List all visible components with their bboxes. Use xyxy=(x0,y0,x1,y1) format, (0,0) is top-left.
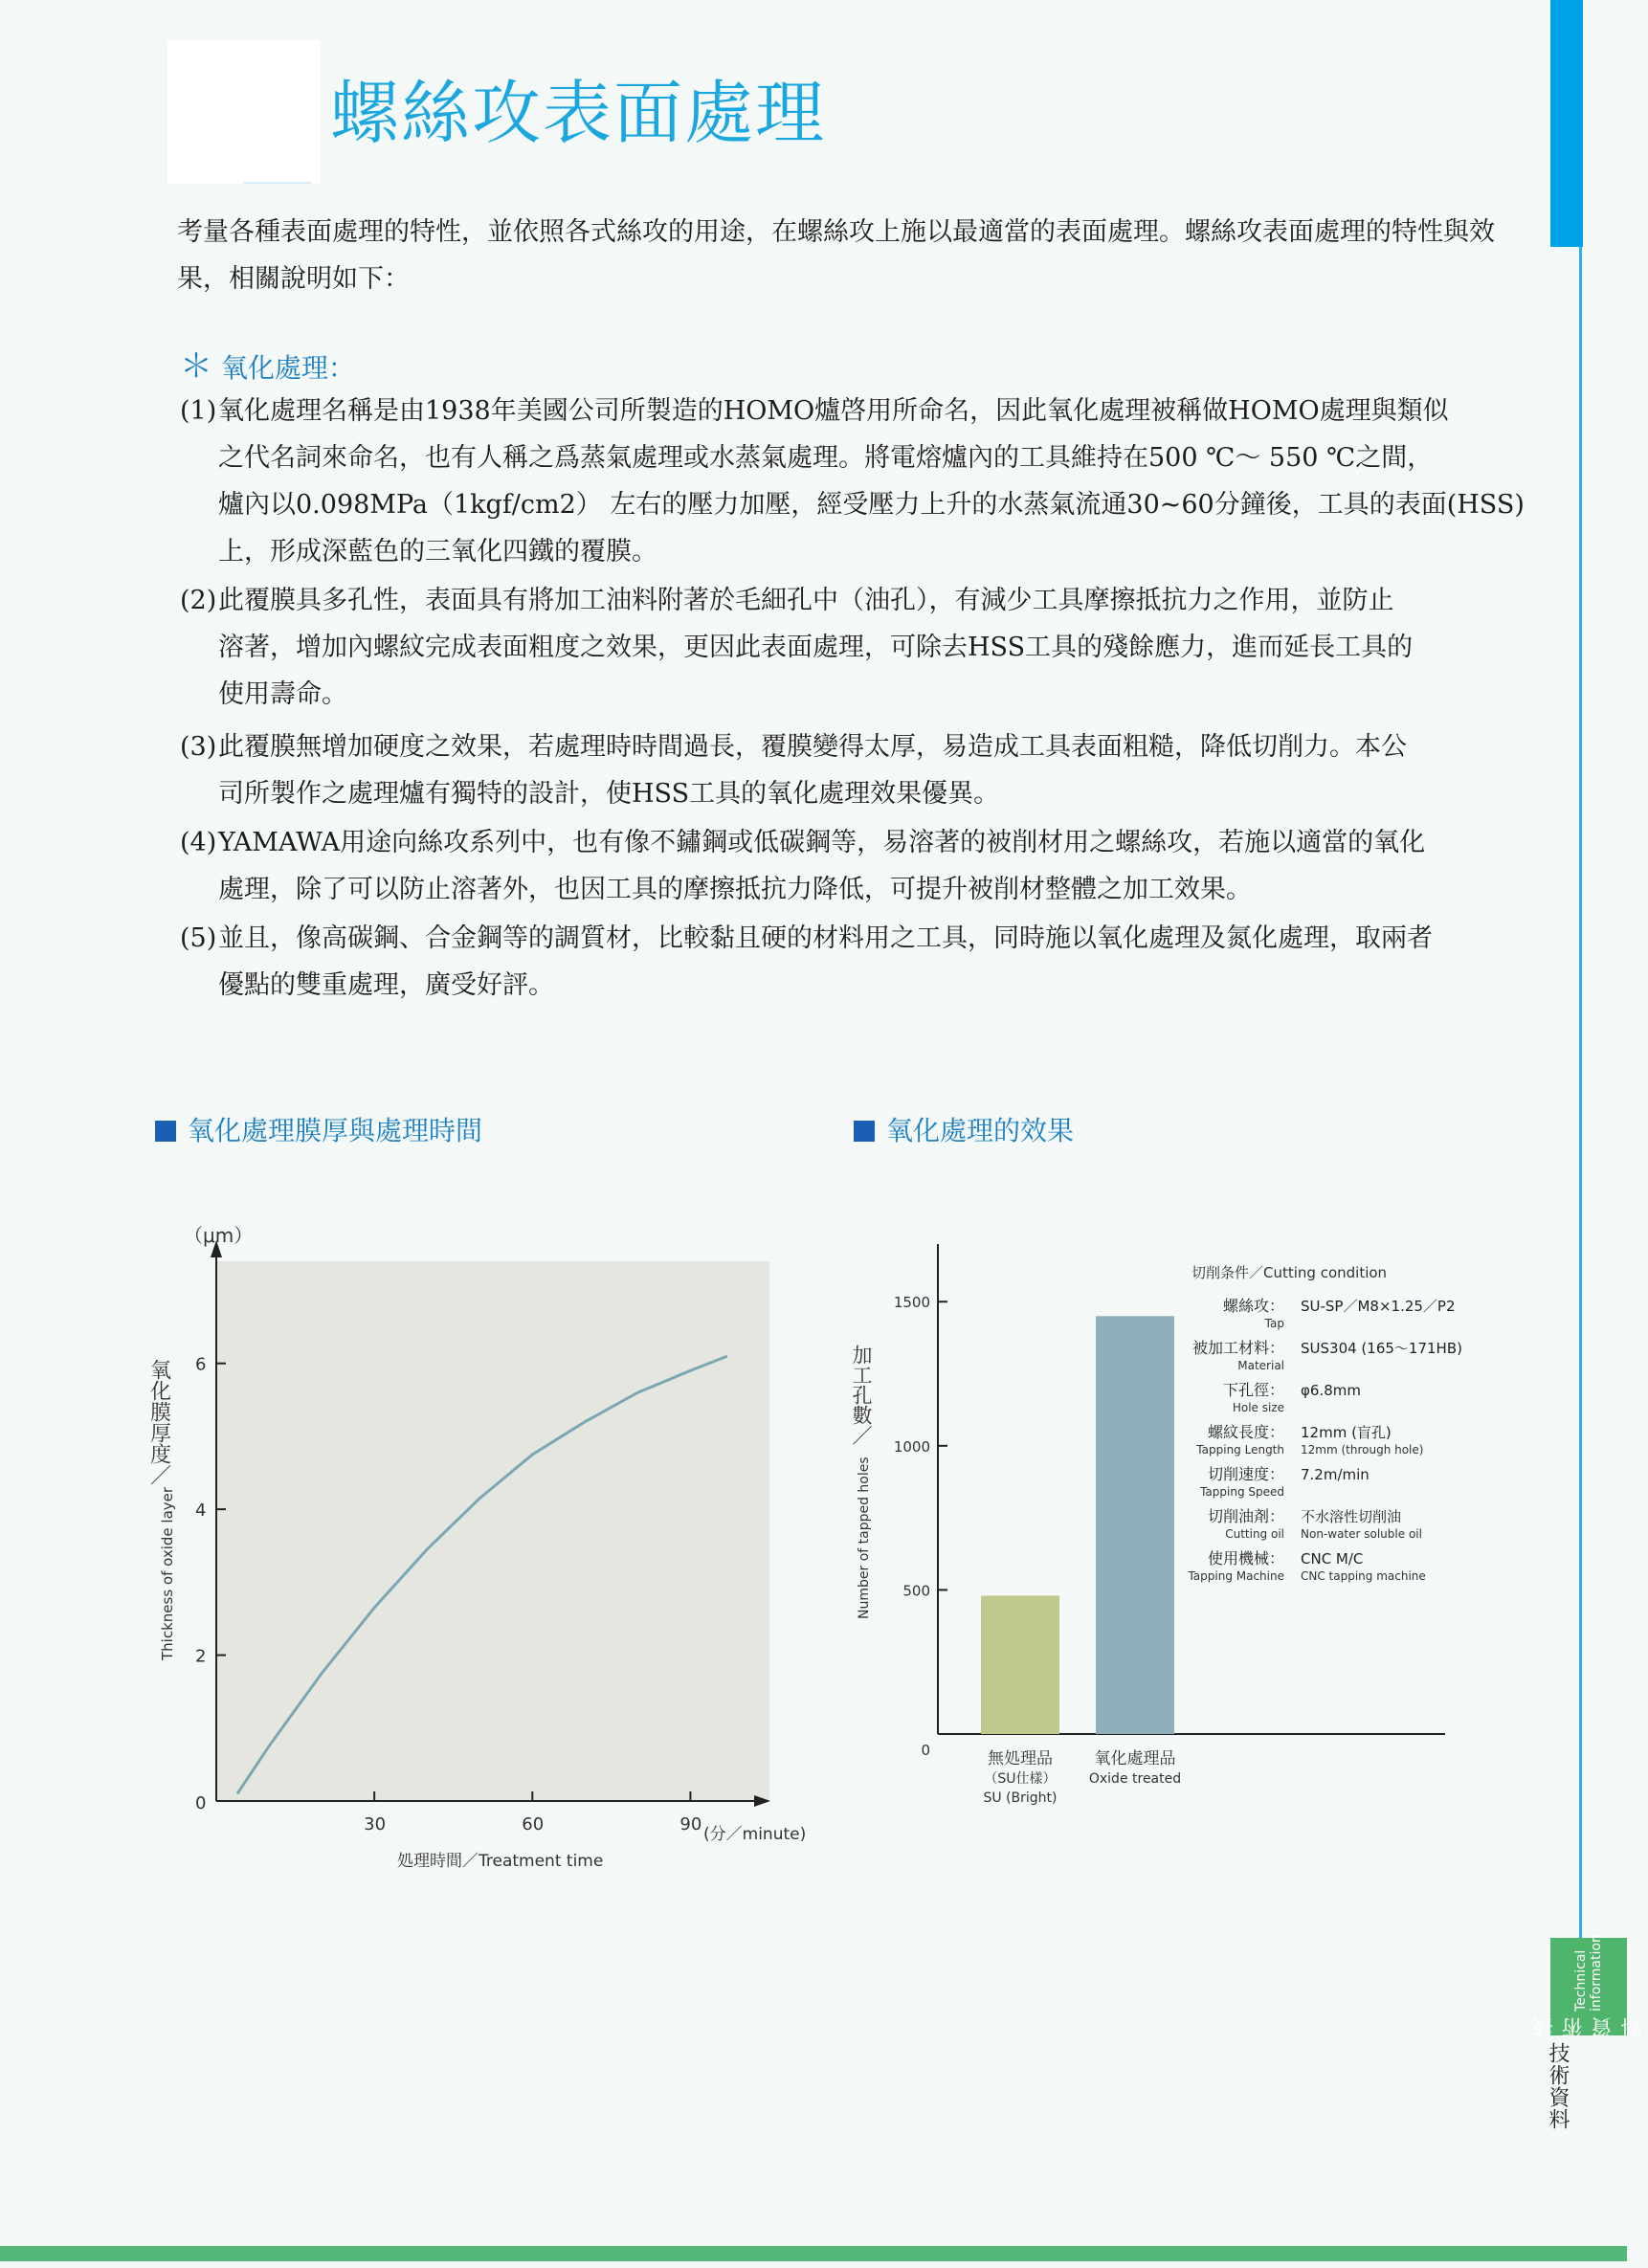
category-label-zh: 氧化處理品 xyxy=(1094,1749,1176,1768)
sidebar-tab-zh: 技術資料 xyxy=(1532,2017,1645,2039)
category-label-en: SU (Bright) xyxy=(983,1790,1058,1806)
condition-label-en: Tap xyxy=(1264,1317,1284,1330)
condition-label-en: Cutting oil xyxy=(1225,1527,1284,1541)
item-line: YAMAWA用途向絲攻系列中，也有像不鏽鋼或低碳鋼等，易溶著的被削材用之螺絲攻，若施以適當的氧化 xyxy=(218,828,1426,857)
y-axis-title-en: Number of tapped holes xyxy=(857,1456,872,1619)
item-line: 之代名詞來命名，也有人稱之爲蒸氣處理或水蒸氣處理。將電熔爐內的工具維持在500 ℃～ 550 ℃之間， xyxy=(218,443,1434,473)
item-line: 使用壽命。 xyxy=(218,679,347,709)
item-number: (2) xyxy=(180,586,217,615)
title-underline xyxy=(244,182,311,184)
x-axis-title: 処理時間／Treatment time xyxy=(397,1852,604,1871)
y-tick-label: 0 xyxy=(195,1793,207,1813)
intro-paragraph: 考量各種表面處理的特性，並依照各式絲攻的用途，在螺絲攻上施以最適當的表面處理。螺絲攻表面處理的特性與效果，相關說明如下： xyxy=(177,217,1495,294)
page-title: 螺絲攻表面處理 xyxy=(330,73,827,153)
section-heading-right xyxy=(854,1110,1074,1148)
list-item xyxy=(180,388,1548,575)
condition-label-en: Hole size xyxy=(1232,1401,1284,1414)
sidebar-vertical-label: 技術資料 xyxy=(1546,2042,1570,2130)
item-number: (5) xyxy=(180,923,217,953)
category-label-en: Oxide treated xyxy=(1088,1771,1182,1787)
item-number: (3) xyxy=(180,732,217,762)
y-tick-label: 2 xyxy=(195,1646,207,1667)
square-bullet-icon xyxy=(155,1121,176,1142)
title-box xyxy=(167,40,321,184)
list-item xyxy=(180,723,1548,817)
y-tick-label: 500 xyxy=(902,1582,930,1600)
x-tick-label: 90 xyxy=(679,1814,702,1834)
item-line: 此覆膜無增加硬度之效果，若處理時時間過長，覆膜變得太厚，易造成工具表面粗糙，降低切削力。本公 xyxy=(218,732,1407,762)
condition-value: 不水溶性切削油 xyxy=(1301,1508,1402,1525)
bottom-bar xyxy=(0,2246,1627,2261)
condition-label-zh: 切削油剤： xyxy=(1207,1507,1284,1525)
list-item xyxy=(180,915,1548,1009)
item-line: 並且，像高碳鋼、合金鋼等的調質材，比較黏且硬的材料用之工具，同時施以氧化處理及氮化處理，取兩者 xyxy=(218,923,1433,953)
section-heading-left xyxy=(155,1110,482,1148)
section-heading-right-text: 氧化處理的效果 xyxy=(886,1115,1075,1146)
item-number: (4) xyxy=(180,828,217,857)
square-bullet-icon xyxy=(854,1121,875,1142)
condition-value: SU-SP／M8×1.25／P2 xyxy=(1301,1298,1456,1315)
x-tick-label: 30 xyxy=(364,1814,387,1834)
y-axis-title-zh: 氧化膜厚度／ xyxy=(146,1359,171,1485)
bar xyxy=(1096,1316,1174,1734)
y-tick-label: 1000 xyxy=(893,1437,930,1456)
y-axis-title-zh: 加工孔數／ xyxy=(850,1345,873,1445)
subheading-oxidation xyxy=(180,340,355,387)
oxide-effect-chart xyxy=(842,1234,1474,1828)
list-item xyxy=(180,577,1548,718)
category-label-zh2: （SU仕樣） xyxy=(984,1771,1057,1787)
condition-value: 12mm (盲孔) xyxy=(1301,1424,1392,1441)
y-tick-label: 4 xyxy=(195,1501,207,1522)
condition-value: φ6.8mm xyxy=(1301,1382,1361,1399)
condition-label-en: Tapping Machine xyxy=(1188,1569,1284,1583)
condition-value-en: CNC tapping machine xyxy=(1301,1569,1426,1583)
x-unit-label: (分／minute) xyxy=(703,1825,807,1844)
item-line: 此覆膜具多孔性，表面具有將加工油料附著於毛細孔中（油孔），有減少工具摩擦抵抗力之作用，並防止 xyxy=(218,586,1394,615)
oxide-thickness-chart xyxy=(144,1215,813,1871)
y-tick-label: 6 xyxy=(195,1354,207,1375)
category-label-zh: 無処理品 xyxy=(988,1749,1053,1768)
item-line: 優點的雙重處理，廣受好評。 xyxy=(218,970,554,1000)
item-line: 上，形成深藍色的三氧化四鐵的覆膜。 xyxy=(218,537,657,567)
item-line: 氧化處理名稱是由1938年美國公司所製造的HOMO爐啓用所命名，因此氧化處理被稱做HOMO處理與類似 xyxy=(218,396,1449,426)
condition-value: SUS304 (165～171HB) xyxy=(1301,1340,1462,1357)
y-unit-label: （μm） xyxy=(184,1224,254,1247)
bar xyxy=(981,1595,1059,1734)
asterisk-icon: ＊ xyxy=(180,347,212,386)
condition-label-zh: 使用機械： xyxy=(1207,1549,1284,1568)
x-tick-label: 60 xyxy=(522,1814,545,1834)
y-tick-label: 1500 xyxy=(893,1294,930,1312)
condition-label-zh: 下孔徑： xyxy=(1222,1381,1284,1399)
section-heading-left-text: 氧化處理膜厚與處理時間 xyxy=(188,1115,483,1146)
sidebar-blue-bar xyxy=(1550,0,1583,247)
condition-value: 7.2m/min xyxy=(1301,1466,1370,1483)
condition-label-zh: 螺紋長度： xyxy=(1207,1423,1284,1441)
y-tick-label: 0 xyxy=(921,1742,930,1759)
item-number: (1) xyxy=(180,396,217,426)
condition-value: CNC M/C xyxy=(1301,1550,1364,1568)
condition-label-zh: 螺絲攻： xyxy=(1222,1297,1284,1315)
condition-label-en: Material xyxy=(1237,1359,1284,1372)
conditions-title: 切削条件／Cutting condition xyxy=(1191,1264,1388,1281)
list-item xyxy=(180,819,1548,913)
condition-value-en: 12mm (through hole) xyxy=(1301,1443,1424,1456)
subheading-text: 氧化處理： xyxy=(220,352,355,384)
sidebar-line xyxy=(1579,247,1582,1950)
condition-label-zh: 被加工材料： xyxy=(1191,1339,1284,1357)
item-line: 司所製作之處理爐有獨特的設計，使HSS工具的氧化處理效果優異。 xyxy=(218,779,1000,809)
condition-label-en: Tapping Speed xyxy=(1200,1485,1284,1499)
sidebar-tab-technical-info[interactable] xyxy=(1532,1934,1645,2039)
item-line: 爐內以0.098MPa（1kgf/cm2） 左右的壓力加壓，經受壓力上升的水蒸氣流通30~60分鐘後，工具的表面(HSS) xyxy=(218,490,1525,520)
sidebar-tab-en: Technical information xyxy=(1573,1934,1604,2012)
condition-value-en: Non-water soluble oil xyxy=(1301,1527,1422,1541)
condition-label-zh: 切削速度： xyxy=(1207,1465,1284,1483)
condition-label-en: Tapping Length xyxy=(1196,1443,1284,1456)
y-axis-title-en: Thickness of oxide layer xyxy=(159,1486,176,1660)
item-line: 溶著，增加內螺紋完成表面粗度之效果，更因此表面處理，可除去HSS工具的殘餘應力，進而延長工具的 xyxy=(218,633,1414,662)
plot-area xyxy=(216,1261,769,1801)
item-line: 處理，除了可以防止溶著外，也因工具的摩擦抵抗力降低，可提升被削材整體之加工效果。 xyxy=(218,875,1252,904)
